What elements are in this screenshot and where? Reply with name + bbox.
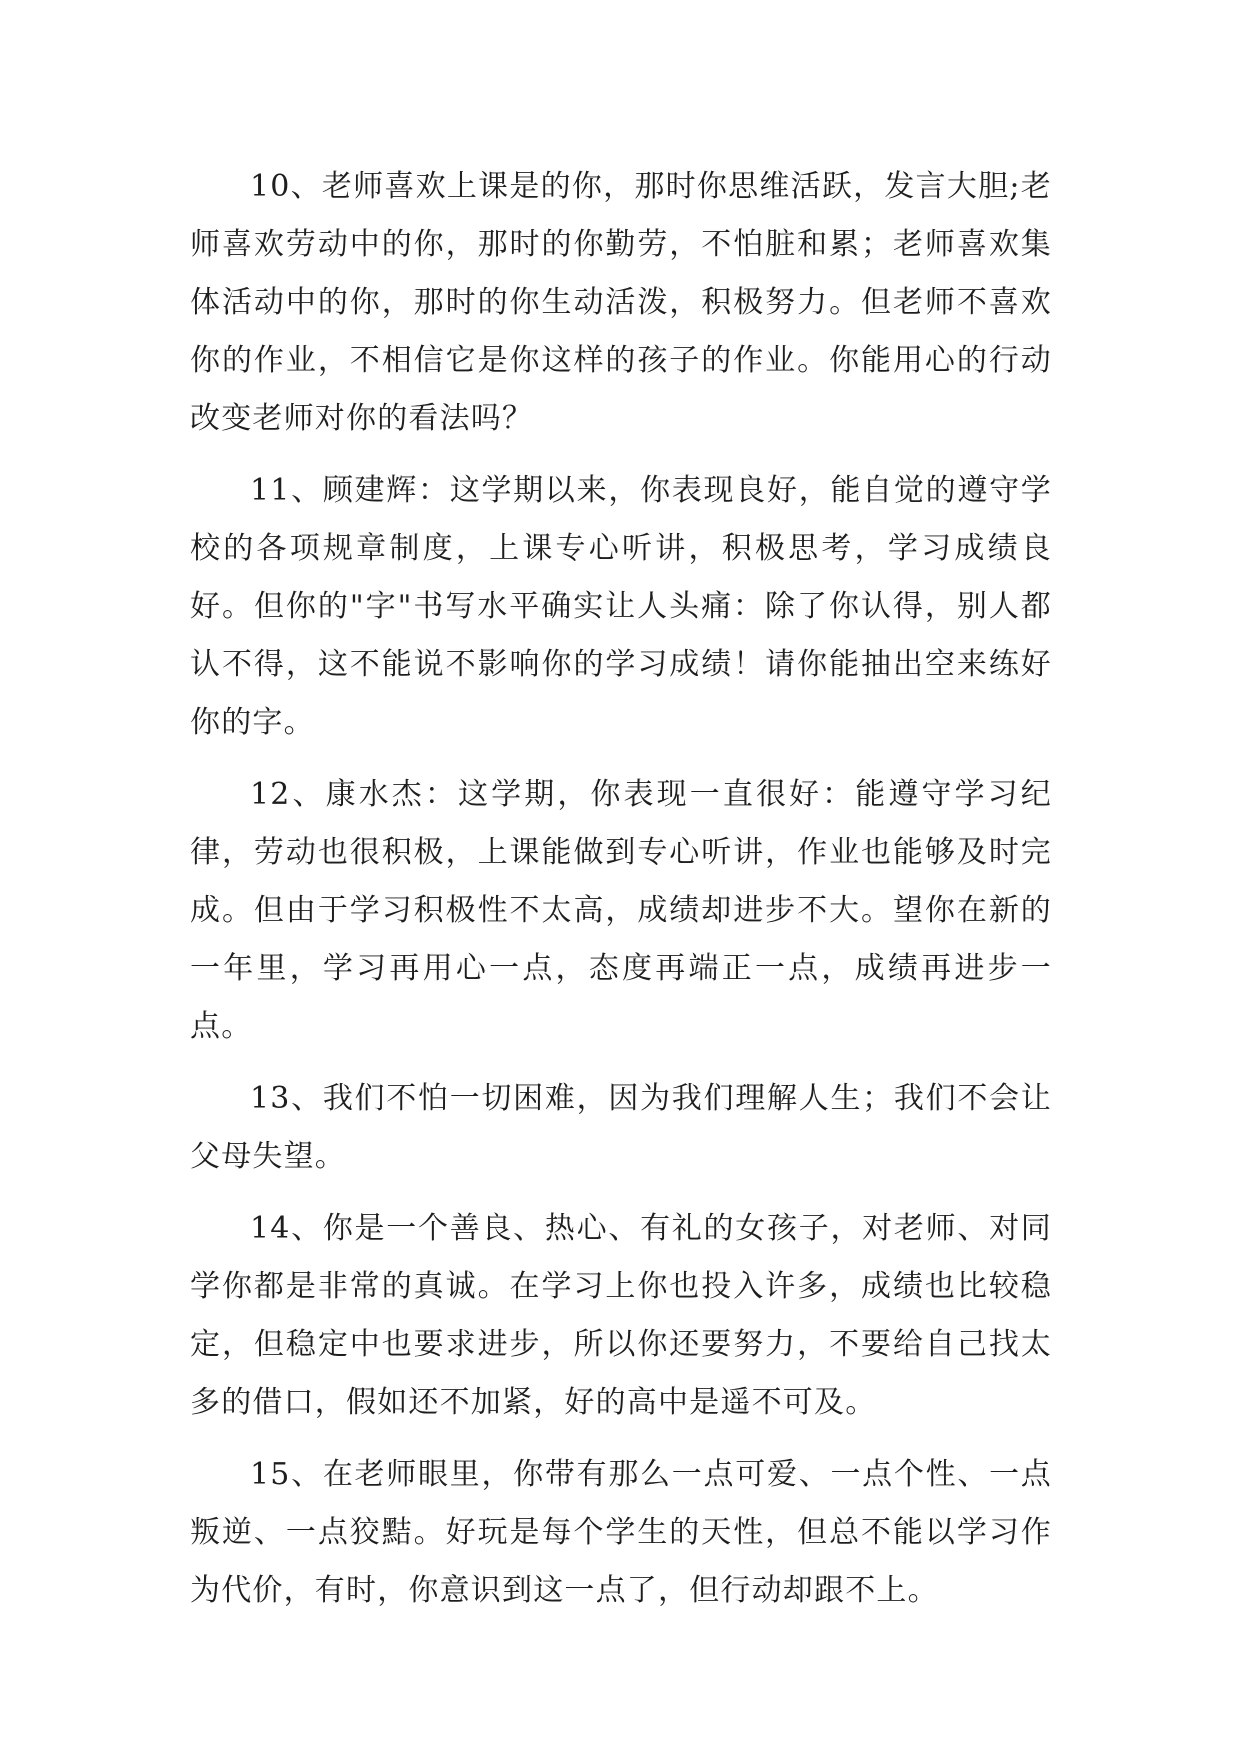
paragraph-15: 15、在老师眼里，你带有那么一点可爱、一点个性、一点叛逆、一点狡黠。好玩是每个学生的天性，但总不能以学习作为代价，有时，你意识到这一点了，但行动却跟不上。 — [190, 1457, 1052, 1608]
paragraph-13: 13、我们不怕一切困难，因为我们理解人生；我们不会让父母失望。 — [190, 1081, 1052, 1174]
paragraph-11: 11、顾建辉：这学期以来，你表现良好，能自觉的遵守学校的各项规章制度，上课专心听讲，积极思考，学习成绩良好。但你的"字"书写水平确实让人头痛：除了你认得，别人都认不得，这不能说不影响你的学习成绩！请你能抽出空来练好你的字。 — [190, 473, 1052, 740]
paragraph-12: 12、康水杰：这学期，你表现一直很好：能遵守学习纪律，劳动也很积极，上课能做到专心听讲，作业也能够及时完成。但由于学习积极性不太高，成绩却进步不大。望你在新的一年里，学习再用心一点，态度再端正一点，成绩再进步一点。 — [190, 777, 1052, 1044]
paragraph-10: 10、老师喜欢上课是的你，那时你思维活跃，发言大胆;老师喜欢劳动中的你，那时的你勤劳，不怕脏和累；老师喜欢集体活动中的你，那时的你生动活泼，积极努力。但老师不喜欢你的作业，不相信它是你这样的孩子的作业。你能用心的行动改变老师对你的看法吗？ — [190, 169, 1052, 436]
document-body — [190, 158, 1052, 1634]
paragraph-14: 14、你是一个善良、热心、有礼的女孩子，对老师、对同学你都是非常的真诚。在学习上你也投入许多，成绩也比较稳定，但稳定中也要求进步，所以你还要努力，不要给自己找太多的借口，假如还不加紧，好的高中是遥不可及。 — [190, 1211, 1052, 1420]
